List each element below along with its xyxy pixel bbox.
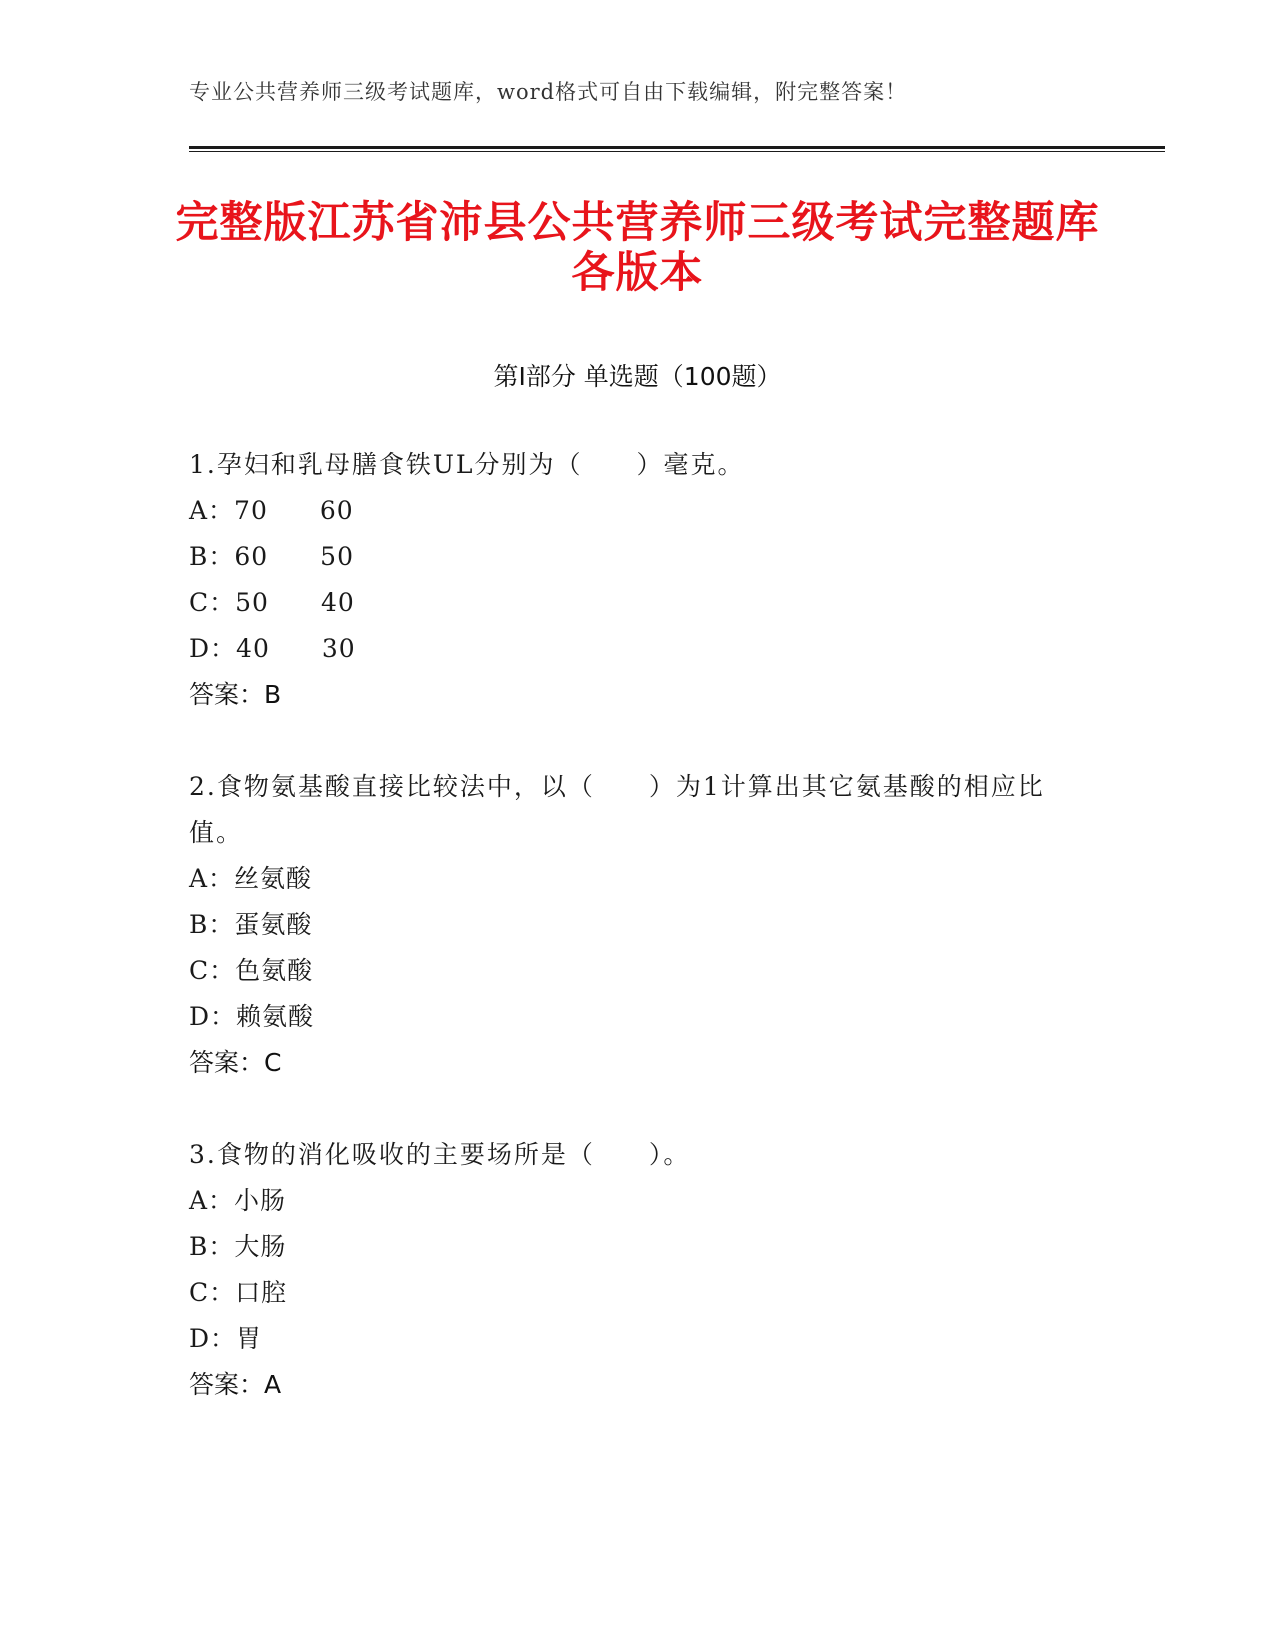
question-2 xyxy=(189,764,1069,1086)
option-c: C：50 40 xyxy=(189,588,355,617)
option-d: D：40 30 xyxy=(189,634,356,663)
option-a: A：丝氨酸 xyxy=(189,864,313,893)
option-b: B：60 50 xyxy=(189,542,354,571)
answer: 答案：C xyxy=(189,1048,282,1077)
question-list xyxy=(189,442,1069,1454)
option-d: D：赖氨酸 xyxy=(189,1002,315,1031)
option-c: C：口腔 xyxy=(189,1278,288,1307)
question-stem: 1.孕妇和乳母膳食铁UL分别为（ ）毫克。 xyxy=(189,450,745,479)
question-3 xyxy=(189,1132,1069,1408)
option-d: D：胃 xyxy=(189,1324,263,1353)
document-title: 完整版江苏省沛县公共营养师三级考试完整题库各版本 xyxy=(175,198,1100,298)
option-b: B：大肠 xyxy=(189,1232,287,1261)
question-stem: 3.食物的消化吸收的主要场所是（ ）。 xyxy=(189,1140,691,1169)
option-b: B：蛋氨酸 xyxy=(189,910,313,939)
header-note: 专业公共营养师三级考试题库，word格式可自由下载编辑，附完整答案！ xyxy=(189,80,908,104)
option-c: C：色氨酸 xyxy=(189,956,314,985)
answer: 答案：A xyxy=(189,1370,282,1399)
option-a: A：70 60 xyxy=(189,496,354,525)
question-stem: 2.食物氨基酸直接比较法中，以（ ）为1计算出其它氨基酸的相应比值。 xyxy=(189,772,1045,847)
option-a: A：小肠 xyxy=(189,1186,287,1215)
header-rule-thin xyxy=(189,151,1165,152)
section-title: 第Ⅰ部分 单选题（100题） xyxy=(493,362,782,391)
header-rule-thick xyxy=(189,146,1165,149)
answer: 答案：B xyxy=(189,680,282,709)
question-1 xyxy=(189,442,1069,718)
